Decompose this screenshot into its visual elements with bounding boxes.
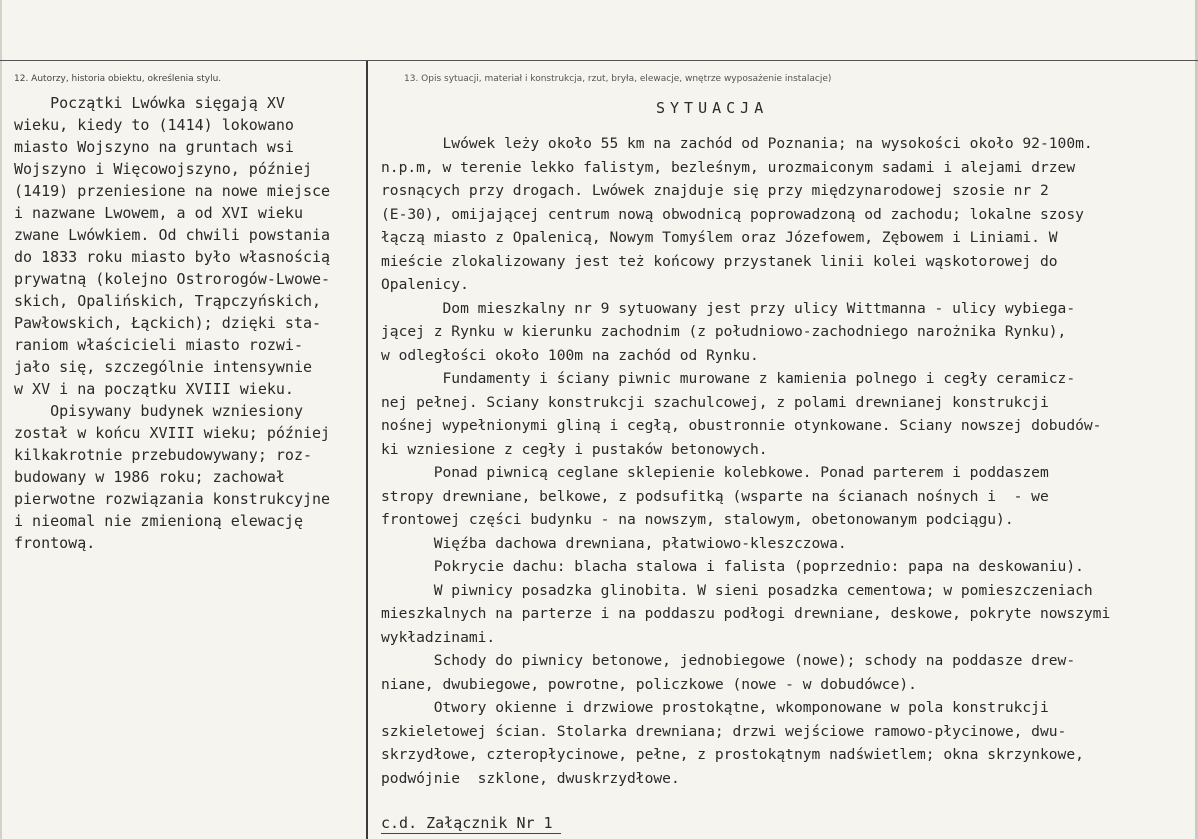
description-text-line: Fundamenty i ściany piwnic murowane z kamienia polnego i cegły ceramicz-: [381, 370, 1076, 387]
history-text-line: Pawłowskich, Łąckich); dzięki sta-: [14, 314, 322, 332]
description-text-line: W piwnicy posadzka glinobita. W sieni posadzka cementowa; w pomieszczeniach: [381, 581, 1093, 599]
description-text-line: frontowej części budynku - na nowszym, stalowym, obetonowanym podciągu).: [381, 511, 1014, 528]
description-text-line: Lwówek leży około 55 km na zachód od Poznania; na wysokości około 92-100m.: [381, 135, 1093, 152]
history-text-line: pierwotne rozwiązania konstrukcyjne: [14, 490, 331, 508]
description-text-line: rosnących przy drogach. Lwówek znajduje się przy międzynarodowej szosie nr 2: [381, 182, 1049, 199]
history-text: [14, 92, 359, 554]
history-text-line: budowany w 1986 roku; zachował: [14, 468, 285, 486]
left-section-heading: 12. Autorzy, historia obiektu, określenia stylu.: [14, 74, 222, 84]
description-text-line: Opalenicy.: [381, 276, 469, 293]
header-rule: [0, 60, 1198, 61]
description-text-line: Więźba dachowa drewniana, płatwiowo-kleszczowa.: [381, 534, 847, 552]
history-text-line: Opisywany budynek wzniesiony: [14, 402, 303, 420]
description-text-line: mieście zlokalizowany jest też końcowy przystanek linii kolei wąskotorowej do: [381, 252, 1058, 270]
history-text-line: (1419) przeniesione na nowe miejsce: [14, 182, 331, 200]
description-text-line: łączą miasto z Opalenicą, Nowym Tomyślem oraz Józefowem, Zębowem i Liniami. W: [381, 229, 1058, 246]
description-text-line: ki wzniesione z cegły i pustaków betonowych.: [381, 440, 768, 458]
description-text-line: n.p.m, w terenie lekko falistym, bezleśnym, urozmaiconym sadami i alejami drzew: [381, 158, 1076, 176]
history-text-line: i nieomal nie zmienioną elewację: [14, 512, 303, 530]
description-text-line: niane, dwubiegowe, powrotne, policzkowe (nowe - w dobudówce).: [381, 675, 917, 693]
description-text-line: Ponad piwnicą ceglane sklepienie kolebkowe. Ponad parterem i poddaszem: [381, 464, 1049, 481]
page-edge-left: [0, 0, 2, 839]
description-text-line: szkieletowej ścian. Stolarka drewniana; drzwi wejściowe ramowo-płycinowe, dwu-: [381, 722, 1067, 740]
history-text-line: i nazwane Lwowem, a od XVI wieku: [14, 204, 303, 222]
section-title: SYTUACJA: [656, 99, 769, 117]
history-text-line: Początki Lwówka sięgają XV: [14, 94, 285, 112]
description-text-line: skrzydłowe, czteropłycinowe, pełne, z prostokątnym nadświetlem; okna skrzynkowe,: [381, 746, 1084, 763]
history-text-line: zwane Lwówkiem. Od chwili powstania: [14, 226, 331, 244]
history-text-line: miasto Wojszyno na gruntach wsi: [14, 138, 294, 156]
history-text-line: Wojszyno i Więcowojszyno, później: [14, 160, 313, 178]
description-text-line: mieszkalnych na parterze i na poddaszu podłogi drewniane, deskowe, pokryte nowszymi: [381, 605, 1111, 622]
footer-underline: [381, 833, 561, 834]
history-text-line: wieku, kiedy to (1414) lokowano: [14, 116, 294, 134]
history-text-line: jało się, szczególnie intensywnie: [14, 358, 313, 376]
history-text-line: kilkakrotnie przebudowywany; roz-: [14, 446, 313, 464]
footer-attachment-label: c.d. Załącznik Nr 1: [381, 814, 553, 832]
description-text-line: (E-30), omijającej centrum nową obwodnicą poprowadzoną od zachodu; lokalne szosy: [381, 205, 1084, 223]
description-text-line: Schody do piwnicy betonowe, jednobiegowe (nowe); schody na poddasze drew-: [381, 652, 1076, 669]
history-text-line: frontową.: [14, 534, 96, 552]
history-text-line: został w końcu XVIII wieku; później: [14, 424, 331, 442]
description-text-line: wykładzinami.: [381, 628, 496, 646]
description-text: [381, 132, 1193, 790]
column-divider: [366, 61, 368, 839]
description-text-line: podwójnie szklone, dwuskrzydłowe.: [381, 769, 680, 787]
description-text-line: Otwory okienne i drzwiowe prostokątne, wkomponowane w pola konstrukcji: [381, 699, 1049, 716]
description-text-line: stropy drewniane, belkowe, z podsufitką (wsparte na ścianach nośnych i - we: [381, 487, 1049, 505]
description-text-line: nej pełnej. Sciany konstrukcji szachulcowej, z polami drewnianej konstrukcji: [381, 393, 1049, 411]
description-text-line: Dom mieszkalny nr 9 sytuowany jest przy ulicy Wittmanna - ulicy wybiega-: [381, 299, 1076, 317]
history-text-line: do 1833 roku miasto było własnością: [14, 248, 331, 266]
description-text-line: jącej z Rynku w kierunku zachodnim (z południowo-zachodniego narożnika Rynku),: [381, 323, 1067, 340]
history-text-line: prywatną (kolejno Ostrorogów-Lwowe-: [14, 270, 331, 288]
history-text-line: skich, Opalińskich, Trąpczyńskich,: [14, 292, 322, 310]
history-text-line: raniom właścicieli miasto rozwi-: [14, 336, 303, 354]
right-section-heading: 13. Opis sytuacji, materiał i konstrukcja, rzut, bryła, elewacje, wnętrze wyposażenie instalacje): [404, 74, 832, 84]
description-text-line: nośnej wypełnionymi gliną i cegłą, obustronnie otynkowane. Sciany nowszej dobudów-: [381, 417, 1102, 434]
description-text-line: Pokrycie dachu: blacha stalowa i falista (poprzednio: papa na deskowaniu).: [381, 558, 1084, 575]
history-text-line: w XV i na początku XVIII wieku.: [14, 380, 294, 398]
description-text-line: w odległości około 100m na zachód od Rynku.: [381, 346, 759, 364]
